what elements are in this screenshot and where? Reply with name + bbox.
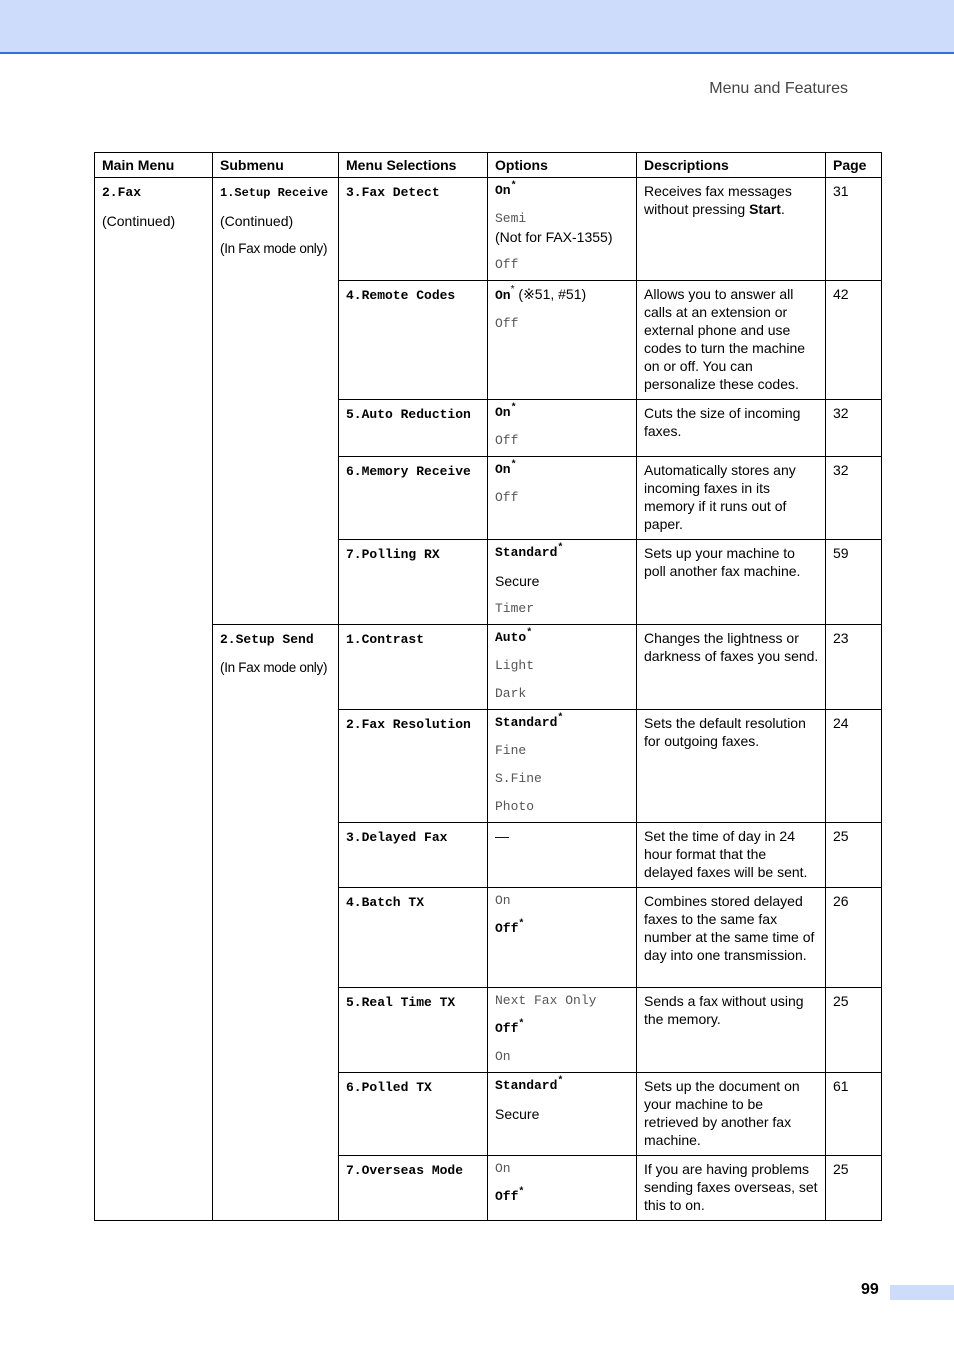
- selection-cell: [339, 178, 488, 281]
- options-cell: [488, 1156, 637, 1221]
- description-cell: Cuts the size of incoming faxes.: [637, 400, 826, 457]
- selection-label: 6.Polled TX: [346, 1080, 432, 1095]
- option-item: [495, 404, 630, 422]
- default-marker: *: [557, 1076, 564, 1087]
- selection-cell: [339, 400, 488, 457]
- main-menu-note: (Continued): [102, 213, 176, 229]
- description-text-end: .: [780, 201, 785, 217]
- page-cell: 23: [826, 625, 882, 710]
- default-marker: *: [510, 403, 517, 414]
- option-text: Off: [495, 921, 519, 936]
- submenu-mode: (In Fax mode only): [220, 241, 328, 256]
- option-item: [495, 629, 630, 647]
- option-text: Off: [495, 1189, 519, 1204]
- page-cell: 31: [826, 178, 882, 281]
- selection-cell: [339, 888, 488, 988]
- section-title: Menu and Features: [709, 80, 848, 97]
- option-item: Secure: [495, 573, 540, 589]
- selection-cell: [339, 540, 488, 625]
- options-cell: [488, 823, 637, 888]
- option-text: On: [495, 462, 511, 477]
- option-text: Standard: [495, 545, 558, 560]
- page-cell: 32: [826, 400, 882, 457]
- page-cell: 42: [826, 281, 882, 400]
- page-cell: 26: [826, 888, 882, 988]
- option-item: Photo: [495, 799, 535, 814]
- option-text: On: [495, 288, 511, 303]
- options-cell: [488, 281, 637, 400]
- submenu-label: 1.Setup Receive: [220, 186, 329, 200]
- description-cell: Set the time of day in 24 hour format that the delayed faxes will be sent.: [637, 823, 826, 888]
- option-item: Secure: [495, 1106, 540, 1122]
- option-item: [495, 182, 630, 200]
- option-text: Semi: [495, 211, 527, 226]
- default-marker: *: [557, 713, 564, 724]
- page-cell: 25: [826, 988, 882, 1073]
- selection-label: 3.Delayed Fax: [346, 830, 448, 845]
- option-item: On: [495, 1049, 511, 1064]
- default-marker: *: [518, 1187, 525, 1198]
- description-cell: Sets up the document on your machine to be retrieved by another fax machine.: [637, 1073, 826, 1156]
- menu-table: [94, 152, 882, 1221]
- option-item: S.Fine: [495, 771, 542, 786]
- selection-label: 6.Memory Receive: [346, 464, 471, 479]
- header-menu-selections: Menu Selections: [339, 153, 488, 178]
- option-item: [495, 285, 630, 305]
- description-cell: Sends a fax without using the memory.: [637, 988, 826, 1073]
- options-cell: [488, 1073, 637, 1156]
- option-item: Fine: [495, 743, 527, 758]
- description-cell: If you are having problems sending faxes overseas, set this to on.: [637, 1156, 826, 1221]
- selection-label: 7.Overseas Mode: [346, 1163, 464, 1178]
- selection-cell: [339, 710, 488, 823]
- options-cell: [488, 457, 637, 540]
- option-item: [495, 920, 630, 938]
- option-item: [495, 544, 630, 562]
- option-text: Standard: [495, 1078, 558, 1093]
- option-item: Off: [495, 257, 519, 272]
- page-cell: 25: [826, 823, 882, 888]
- page-number: 99: [861, 1281, 879, 1298]
- description-cell: Combines stored delayed faxes to the same fax number at the same time of day into one transmission.: [637, 888, 826, 988]
- page-cell: 24: [826, 710, 882, 823]
- selection-label: 4.Batch TX: [346, 895, 425, 910]
- top-header-band: [0, 0, 954, 54]
- option-note: (Not for FAX-1355): [495, 229, 613, 245]
- description-cell: Changes the lightness or darkness of faxes you send.: [637, 625, 826, 710]
- main-menu-label: 2.Fax: [102, 185, 142, 200]
- selection-cell: [339, 823, 488, 888]
- selection-cell: [339, 457, 488, 540]
- option-item: Light: [495, 658, 535, 673]
- header-submenu: Submenu: [213, 153, 339, 178]
- options-cell: [488, 178, 637, 281]
- table-row: [95, 625, 882, 710]
- selection-label: 1.Contrast: [346, 632, 425, 647]
- options-cell: [488, 625, 637, 710]
- option-item: On: [495, 893, 511, 908]
- description-cell: Allows you to answer all calls at an extension or external phone and use codes to turn the machine on or off. You can personalize these codes.: [637, 281, 826, 400]
- option-item: [495, 714, 630, 732]
- option-text: On: [495, 405, 511, 420]
- options-cell: [488, 540, 637, 625]
- description-key-name: Start: [749, 201, 781, 217]
- description-text: Receives fax messages without pressing: [644, 183, 792, 217]
- submenu-label: 2.Setup Send: [220, 632, 314, 647]
- option-item: Dark: [495, 686, 527, 701]
- header-main-menu: Main Menu: [95, 153, 213, 178]
- default-marker: *: [510, 181, 517, 192]
- default-marker: *: [510, 460, 517, 471]
- option-text: Standard: [495, 715, 558, 730]
- option-item: [495, 1188, 630, 1206]
- submenu-mode: (In Fax mode only): [220, 660, 328, 675]
- selection-cell: [339, 281, 488, 400]
- option-text: Off: [495, 1021, 519, 1036]
- page-cell: 59: [826, 540, 882, 625]
- default-marker: *: [557, 543, 564, 554]
- default-marker: *: [518, 919, 525, 930]
- option-item: [495, 461, 630, 479]
- table-header-row: [95, 153, 882, 178]
- option-item: [495, 1020, 630, 1038]
- header-options: Options: [488, 153, 637, 178]
- option-text: On: [495, 183, 511, 198]
- option-item: Timer: [495, 601, 535, 616]
- option-note: (※51, #51): [514, 286, 587, 302]
- page-cell: 32: [826, 457, 882, 540]
- default-marker: *: [518, 1019, 525, 1030]
- option-item: [495, 1077, 630, 1095]
- options-cell: [488, 710, 637, 823]
- selection-label: 2.Fax Resolution: [346, 717, 471, 732]
- selection-label: 5.Auto Reduction: [346, 407, 471, 422]
- option-item: Next Fax Only: [495, 993, 597, 1008]
- option-item: —: [495, 828, 509, 844]
- main-menu-cell: [95, 178, 213, 1221]
- description-cell: [637, 178, 826, 281]
- table-row: [95, 178, 882, 281]
- selection-label: 5.Real Time TX: [346, 995, 456, 1010]
- page-cell: 25: [826, 1156, 882, 1221]
- selection-label: 3.Fax Detect: [346, 185, 440, 200]
- description-cell: Sets up your machine to poll another fax machine.: [637, 540, 826, 625]
- options-cell: [488, 988, 637, 1073]
- option-item: Off: [495, 490, 519, 505]
- header-page: Page: [826, 153, 882, 178]
- option-item: Off: [495, 316, 519, 331]
- submenu-setup-send-cell: [213, 625, 339, 1221]
- selection-cell: [339, 1073, 488, 1156]
- selection-cell: [339, 988, 488, 1073]
- options-cell: [488, 400, 637, 457]
- header-descriptions: Descriptions: [637, 153, 826, 178]
- submenu-note: (Continued): [220, 213, 294, 229]
- selection-label: 7.Polling RX: [346, 547, 440, 562]
- default-marker: *: [526, 628, 533, 639]
- selection-cell: [339, 625, 488, 710]
- selection-label: 4.Remote Codes: [346, 288, 456, 303]
- page-tab-marker: [890, 1285, 954, 1300]
- submenu-setup-receive-cell: [213, 178, 339, 625]
- page-cell: 61: [826, 1073, 882, 1156]
- default-marker: *: [510, 284, 515, 295]
- options-cell: [488, 888, 637, 988]
- option-item: Off: [495, 433, 519, 448]
- option-text: Auto: [495, 630, 527, 645]
- option-item: On: [495, 1161, 511, 1176]
- selection-cell: [339, 1156, 488, 1221]
- option-item: [495, 210, 630, 228]
- description-cell: Sets the default resolution for outgoing faxes.: [637, 710, 826, 823]
- description-cell: Automatically stores any incoming faxes in its memory if it runs out of paper.: [637, 457, 826, 540]
